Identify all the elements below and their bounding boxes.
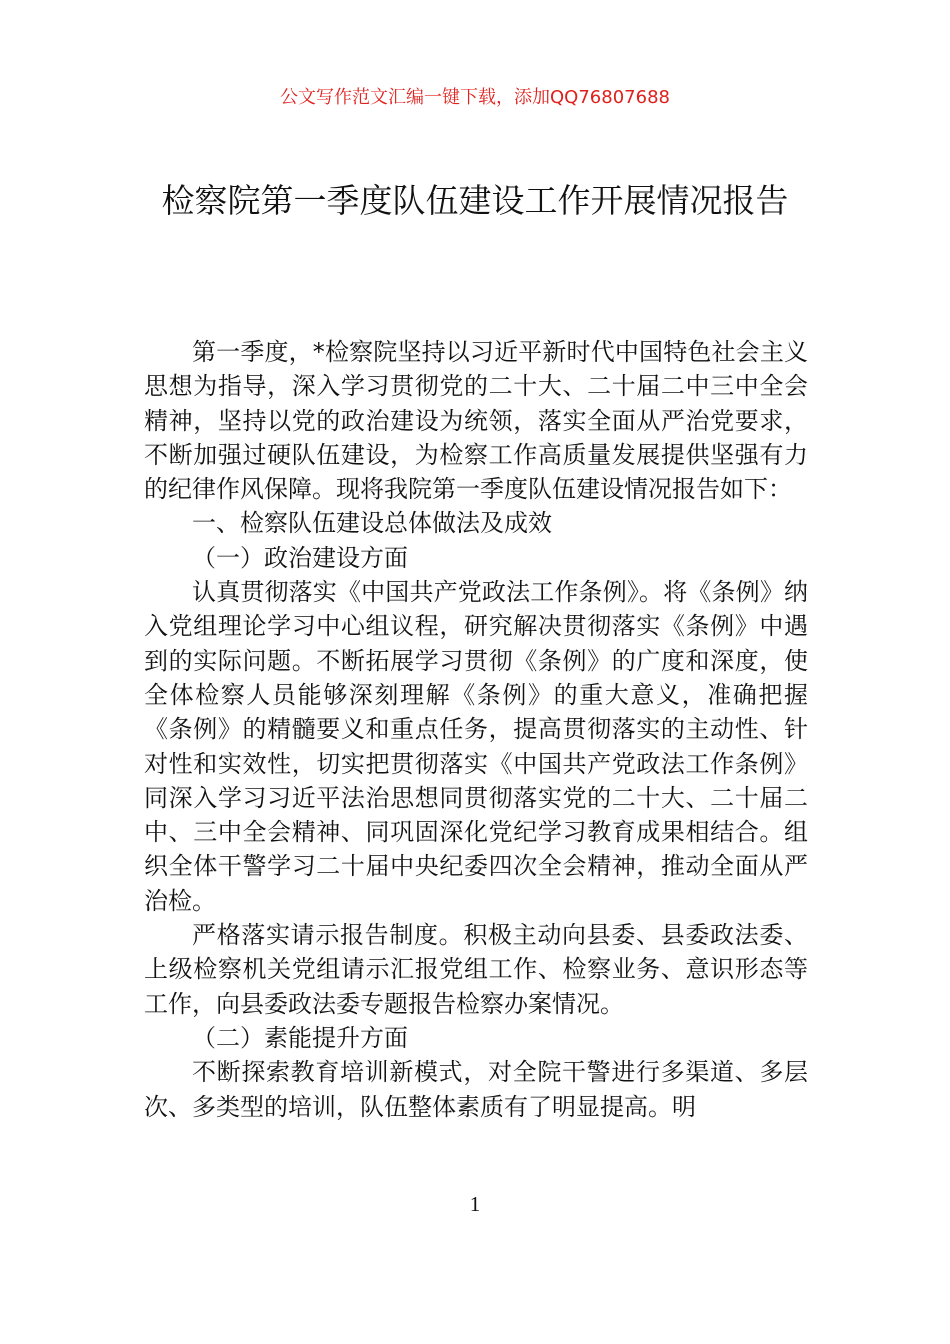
subsection-heading: （二）素能提升方面: [192, 1023, 408, 1052]
page-number: 1: [469, 1192, 481, 1216]
body-paragraph: 不断探索教育培训新模式，对全院干警进行多渠道、多层次、多类型的培训，队伍整体素质有了明显提高。明: [144, 1058, 808, 1121]
intro-paragraph: 第一季度，*检察院坚持以习近平新时代中国特色社会主义思想为指导，深入学习贯彻党的二十大、二十届二中三中全会精神，坚持以党的政治建设为统领，落实全面从严治党要求，不断加强过硬队伍建设，为检察工作高质量发展提供坚强有力的纪律作风保障。现将我院第一季度队伍建设情况报告如下：: [144, 338, 808, 504]
body-paragraph: 认真贯彻落实《中国共产党政法工作条例》。将《条例》纳入党组理论学习中心组议程，研究解决贯彻落实《条例》中遇到的实际问题。不断拓展学习贯彻《条例》的广度和深度，使全体检察人员能够深刻理解《条例》的重大意义，准确把握《条例》的精髓要义和重点任务，提高贯彻落实的主动性、针对性和实效性，切实把贯彻落实《中国共产党政法工作条例》同深入学习习近平法治思想同贯彻落实党的二十大、二十届二中、三中全会精神、同巩固深化党纪学习教育成果相结合。组织全体干警学习二十届中央纪委四次全会精神，推动全面从严治检。: [144, 578, 808, 915]
document-body: [144, 335, 808, 1124]
document-title: 检察院第一季度队伍建设工作开展情况报告: [161, 181, 789, 220]
subsection-heading: （一）政治建设方面: [192, 543, 408, 572]
section-heading: 一、检察队伍建设总体做法及成效: [192, 509, 552, 538]
body-paragraph: 严格落实请示报告制度。积极主动向县委、县委政法委、上级检察机关党组请示汇报党组工作、检察业务、意识形态等工作，向县委政法委专题报告检察办案情况。: [144, 921, 808, 1018]
download-ad-banner[interactable]: 公文写作范文汇编一键下载，添加QQ76807688: [280, 87, 670, 108]
